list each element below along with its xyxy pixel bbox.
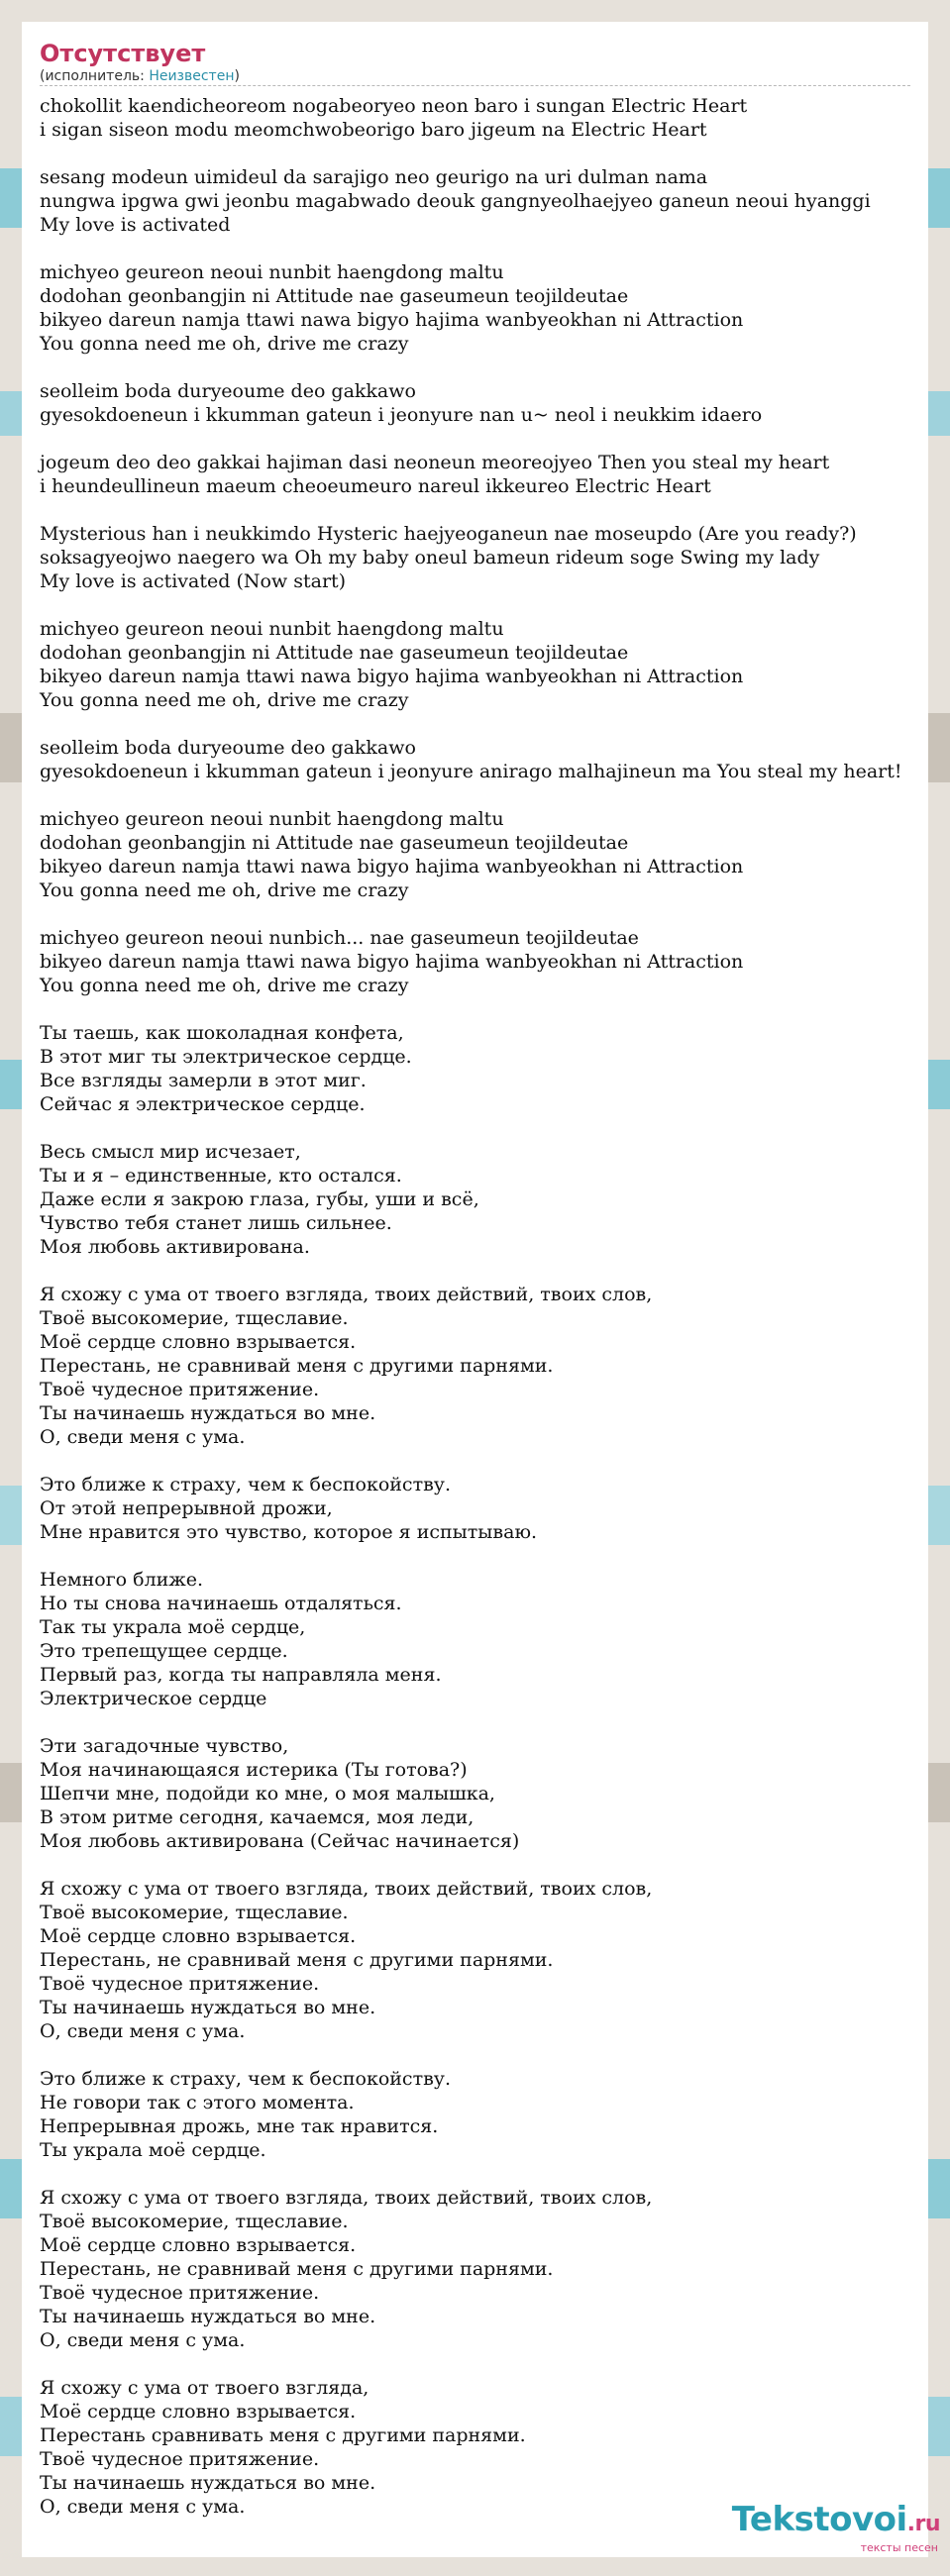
lyric-line: dodohan geonbangjin ni Attitude nae gaseumeun teojildeutae [40, 285, 629, 307]
lyric-line: Моё сердце словно взрывается. [40, 1925, 357, 1947]
lyric-line: Не говори так с этого момента. [40, 2092, 355, 2113]
lyric-line: Так ты украла моё сердце, [40, 1616, 306, 1638]
lyric-line: Ты начинаешь нуждаться во мне. [40, 2306, 376, 2327]
lyrics-text [40, 94, 928, 2519]
lyric-line: Моя любовь активирована (Сейчас начинается) [40, 1830, 520, 1852]
lyric-line: От этой непрерывной дрожи, [40, 1497, 333, 1519]
lyric-line: jogeum deo deo gakkai hajiman dasi neoneun meoreojyeo Then you steal my heart [40, 452, 830, 473]
lyric-line: О, сведи меня с ума. [40, 2496, 246, 2518]
lyric-line: О, сведи меня с ума. [40, 2329, 246, 2351]
lyric-line: bikyeo dareun namja ttawi nawa bigyo hajima wanbyeokhan ni Attraction [40, 951, 744, 973]
lyric-line: michyeo geureon neoui nunbit haengdong maltu [40, 618, 504, 640]
stanza-gap [40, 997, 928, 1021]
lyric-line: michyeo geureon neoui nunbit haengdong maltu [40, 808, 504, 830]
lyric-line: Ты и я – единственные, кто остался. [40, 1165, 402, 1186]
lyric-line: You gonna need me oh, drive me crazy [40, 879, 409, 901]
lyric-line: Электрическое сердце [40, 1688, 267, 1709]
stanza-gap [40, 1449, 928, 1473]
lyric-line: В этот миг ты электрическое сердце. [40, 1046, 412, 1068]
lyric-line: You gonna need me oh, drive me crazy [40, 689, 409, 711]
logo-tagline: тексты песен [860, 2541, 938, 2554]
lyric-line: Это ближе к страху, чем к беспокойству. [40, 2068, 452, 2090]
stanza-gap [40, 1116, 928, 1140]
lyric-line: Ты таешь, как шоколадная конфета, [40, 1022, 404, 1044]
lyric-line: My love is activated (Now start) [40, 570, 347, 592]
lyric-line: gyesokdoeneun i kkumman gateun i jeonyure nan u~ neol i neukkim idaero [40, 404, 763, 426]
logo-wordmark [732, 2502, 940, 2542]
lyric-line: seolleim boda duryeoume deo gakkawo [40, 737, 416, 759]
stanza-gap [40, 356, 928, 379]
logo-tld: .ru [906, 2512, 940, 2536]
lyric-line: О, сведи меня с ума. [40, 1426, 246, 1448]
lyric-line: Твоё чудесное притяжение. [40, 1973, 320, 1995]
lyric-line: Mysterious han i neukkimdo Hysteric haejyeoganeun nae moseupdo (Are you ready?) [40, 523, 857, 545]
lyric-line: Моя начинающаяся истерика (Ты готова?) [40, 1759, 468, 1781]
lyric-line: Твоё чудесное притяжение. [40, 1379, 320, 1400]
lyric-line: bikyeo dareun namja ttawi nawa bigyo hajima wanbyeokhan ni Attraction [40, 666, 744, 687]
lyric-line: Перестань, не сравнивай меня с другими парнями. [40, 1355, 554, 1377]
lyric-line: Сейчас я электрическое сердце. [40, 1093, 366, 1115]
lyric-line: You gonna need me oh, drive me crazy [40, 333, 409, 355]
lyric-line: Твоё чудесное притяжение. [40, 2282, 320, 2304]
stanza-gap [40, 593, 928, 617]
lyric-line: Все взгляды замерли в этот миг. [40, 1070, 367, 1091]
lyric-line: bikyeo dareun namja ttawi nawa bigyo hajima wanbyeokhan ni Attraction [40, 309, 744, 331]
stanza-gap [40, 2162, 928, 2186]
stanza-gap [40, 1259, 928, 1283]
lyric-line: Я схожу с ума от твоего взгляда, [40, 2377, 369, 2399]
lyric-line: gyesokdoeneun i kkumman gateun i jeonyure anirago malhajineun ma You steal my heart! [40, 761, 902, 782]
artist-prefix: (исполнитель: [40, 68, 150, 84]
lyric-line: bikyeo dareun namja ttawi nawa bigyo hajima wanbyeokhan ni Attraction [40, 856, 744, 877]
artist-suffix: ) [234, 68, 240, 84]
lyric-line: michyeo geureon neoui nunbit haengdong maltu [40, 261, 504, 283]
lyric-line: nungwa ipgwa gwi jeonbu magabwado deouk gangnyeolhaejyeo ganeun neoui hyanggi [40, 190, 871, 212]
logo-name: Tekstovoi [731, 2500, 907, 2539]
stanza-gap [40, 783, 928, 807]
lyric-line: Моё сердце словно взрывается. [40, 2234, 357, 2256]
lyric-line: Перестань, не сравнивай меня с другими парнями. [40, 1949, 554, 1971]
song-title: Отсутствует [40, 40, 206, 67]
stanza-gap [40, 902, 928, 926]
lyric-line: i sigan siseon modu meomchwobeorigo baro jigeum na Electric Heart [40, 119, 707, 141]
lyric-line: sesang modeun uimideul da sarajigo neo geurigo na uri dulman nama [40, 166, 708, 188]
lyric-line: Чувство тебя станет лишь сильнее. [40, 1212, 392, 1234]
stanza-gap [40, 2352, 928, 2376]
lyric-line: dodohan geonbangjin ni Attitude nae gaseumeun teojildeutae [40, 642, 629, 664]
lyric-line: You gonna need me oh, drive me crazy [40, 975, 409, 996]
artist-line [40, 67, 928, 85]
stanza-gap [40, 1853, 928, 1877]
lyric-line: i heundeullineun maeum cheoeumeuro nareul ikkeureo Electric Heart [40, 475, 711, 497]
lyric-line: Перестань, не сравнивай меня с другими парнями. [40, 2258, 554, 2280]
lyric-line: Это ближе к страху, чем к беспокойству. [40, 1474, 452, 1495]
lyric-line: Твоё высокомерие, тщеславие. [40, 2211, 349, 2232]
lyric-line: Даже если я закрою глаза, губы, уши и всё, [40, 1188, 479, 1210]
lyric-line: Немного ближе. [40, 1569, 204, 1591]
lyric-line: Но ты снова начинаешь отдаляться. [40, 1593, 402, 1614]
stanza-gap [40, 2043, 928, 2067]
lyric-line: Я схожу с ума от твоего взгляда, твоих действий, твоих слов, [40, 1284, 653, 1305]
lyric-line: Эти загадочные чувство, [40, 1735, 289, 1757]
lyric-line: chokollit kaendicheoreom nogabeoryeo neon baro i sungan Electric Heart [40, 95, 748, 117]
lyric-line: Моя любовь активирована. [40, 1236, 310, 1258]
lyric-line: Ты начинаешь нуждаться во мне. [40, 1402, 376, 1424]
lyric-line: Я схожу с ума от твоего взгляда, твоих действий, твоих слов, [40, 2187, 653, 2209]
lyric-line: О, сведи меня с ума. [40, 2020, 246, 2042]
lyric-line: Я схожу с ума от твоего взгляда, твоих действий, твоих слов, [40, 1878, 653, 1900]
lyric-line: Ты начинаешь нуждаться во мне. [40, 2472, 376, 2494]
stanza-gap [40, 498, 928, 522]
lyric-line: Моё сердце словно взрывается. [40, 2401, 357, 2422]
stanza-gap [40, 1710, 928, 1734]
lyric-line: My love is activated [40, 214, 231, 236]
stanza-gap [40, 712, 928, 736]
lyric-line: Твоё высокомерие, тщеславие. [40, 1307, 349, 1329]
lyric-line: Непрерывная дрожь, мне так нравится. [40, 2115, 439, 2137]
lyric-line: Шепчи мне, подойди ко мне, о моя малышка, [40, 1783, 495, 1804]
title-divider [40, 85, 910, 86]
artist-link[interactable]: Неизвестен [149, 68, 235, 84]
lyric-line: Мне нравится это чувство, которое я испытываю. [40, 1521, 538, 1543]
lyric-line: Первый раз, когда ты направляла меня. [40, 1664, 442, 1686]
site-logo[interactable] [732, 2502, 940, 2554]
stanza-gap [40, 237, 928, 260]
lyric-line: Весь смысл мир исчезает, [40, 1141, 301, 1163]
lyric-line: Ты начинаешь нуждаться во мне. [40, 1997, 376, 2018]
lyric-line: michyeo geureon neoui nunbich... nae gaseumeun teojildeutae [40, 927, 639, 949]
lyric-line: Твоё высокомерие, тщеславие. [40, 1902, 349, 1923]
lyric-line: Ты украла моё сердце. [40, 2139, 266, 2161]
lyric-line: soksagyeojwo naegero wa Oh my baby oneul bameun rideum soge Swing my lady [40, 547, 820, 568]
stanza-gap [40, 427, 928, 451]
lyrics-page [22, 22, 928, 2557]
lyric-line: dodohan geonbangjin ni Attitude nae gaseumeun teojildeutae [40, 832, 629, 854]
lyric-line: Моё сердце словно взрывается. [40, 1331, 357, 1353]
stanza-gap [40, 1544, 928, 1568]
lyric-line: seolleim boda duryeoume deo gakkawo [40, 380, 416, 402]
lyric-line: Твоё чудесное притяжение. [40, 2448, 320, 2470]
stanza-gap [40, 142, 928, 165]
lyric-line: Это трепещущее сердце. [40, 1640, 288, 1662]
lyric-line: В этом ритме сегодня, качаемся, моя леди, [40, 1806, 475, 1828]
lyric-line: Перестань сравнивать меня с другими парнями. [40, 2424, 526, 2446]
